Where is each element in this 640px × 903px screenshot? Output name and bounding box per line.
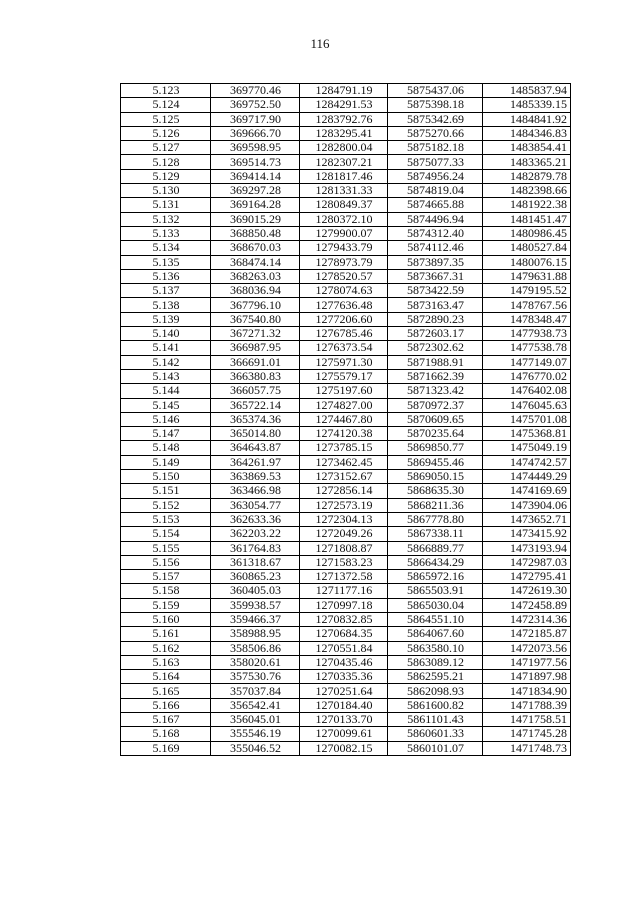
value-3-cell: 5866434.29 [388,555,483,569]
table-row [121,226,571,240]
value-1-cell: 367540.80 [211,312,300,326]
value-3-cell: 5866889.77 [388,541,483,555]
value-1-cell: 363054.77 [211,498,300,512]
value-3-cell: 5867338.11 [388,527,483,541]
value-2-cell: 1278520.57 [300,269,388,283]
value-4-cell: 1472795.41 [483,570,571,584]
point-id-cell: 5.136 [121,269,211,283]
value-4-cell: 1485837.94 [483,84,571,98]
point-id-cell: 5.144 [121,384,211,398]
point-id-cell: 5.153 [121,512,211,526]
value-3-cell: 5869455.46 [388,455,483,469]
value-2-cell: 1281817.46 [300,169,388,183]
value-2-cell: 1279433.79 [300,241,388,255]
point-id-cell: 5.127 [121,141,211,155]
value-1-cell: 356542.41 [211,698,300,712]
value-3-cell: 5865503.91 [388,584,483,598]
value-4-cell: 1485339.15 [483,98,571,112]
point-id-cell: 5.135 [121,255,211,269]
table-row [121,570,571,584]
value-4-cell: 1482398.66 [483,184,571,198]
value-2-cell: 1281331.33 [300,184,388,198]
value-4-cell: 1476045.63 [483,398,571,412]
coordinates-table [120,83,571,756]
value-3-cell: 5868635.30 [388,484,483,498]
value-2-cell: 1284791.19 [300,84,388,98]
point-id-cell: 5.166 [121,698,211,712]
value-4-cell: 1483854.41 [483,141,571,155]
value-4-cell: 1478767.56 [483,298,571,312]
value-1-cell: 369598.95 [211,141,300,155]
table-row [121,369,571,383]
value-3-cell: 5871662.39 [388,369,483,383]
value-2-cell: 1271177.16 [300,584,388,598]
value-3-cell: 5864551.10 [388,612,483,626]
value-3-cell: 5865972.16 [388,570,483,584]
value-3-cell: 5873163.47 [388,298,483,312]
value-2-cell: 1277206.60 [300,312,388,326]
value-1-cell: 358988.95 [211,627,300,641]
value-4-cell: 1475368.81 [483,427,571,441]
point-id-cell: 5.152 [121,498,211,512]
value-1-cell: 355046.52 [211,741,300,755]
point-id-cell: 5.149 [121,455,211,469]
value-2-cell: 1273462.45 [300,455,388,469]
value-4-cell: 1475701.08 [483,412,571,426]
value-4-cell: 1472619.30 [483,584,571,598]
value-3-cell: 5868211.36 [388,498,483,512]
value-2-cell: 1278074.63 [300,284,388,298]
value-2-cell: 1274467.80 [300,412,388,426]
point-id-cell: 5.131 [121,198,211,212]
point-id-cell: 5.161 [121,627,211,641]
value-4-cell: 1475049.19 [483,441,571,455]
value-1-cell: 363466.98 [211,484,300,498]
value-3-cell: 5873667.31 [388,269,483,283]
value-3-cell: 5860601.33 [388,727,483,741]
value-1-cell: 361318.67 [211,555,300,569]
value-2-cell: 1275197.60 [300,384,388,398]
value-2-cell: 1270251.64 [300,684,388,698]
value-1-cell: 365722.14 [211,398,300,412]
value-3-cell: 5870609.65 [388,412,483,426]
value-1-cell: 366987.95 [211,341,300,355]
value-2-cell: 1278973.79 [300,255,388,269]
value-4-cell: 1476402.08 [483,384,571,398]
point-id-cell: 5.162 [121,641,211,655]
value-4-cell: 1478348.47 [483,312,571,326]
table-row [121,112,571,126]
value-1-cell: 366057.75 [211,384,300,398]
point-id-cell: 5.151 [121,484,211,498]
value-4-cell: 1471977.56 [483,655,571,669]
value-1-cell: 358506.86 [211,641,300,655]
table-row [121,141,571,155]
value-1-cell: 359938.57 [211,598,300,612]
value-1-cell: 356045.01 [211,713,300,727]
value-4-cell: 1483365.21 [483,155,571,169]
point-id-cell: 5.163 [121,655,211,669]
value-4-cell: 1472073.56 [483,641,571,655]
table-row [121,598,571,612]
value-1-cell: 369164.28 [211,198,300,212]
value-1-cell: 367796.10 [211,298,300,312]
point-id-cell: 5.129 [121,169,211,183]
point-id-cell: 5.130 [121,184,211,198]
table-row [121,412,571,426]
value-4-cell: 1473904.06 [483,498,571,512]
value-2-cell: 1277636.48 [300,298,388,312]
point-id-cell: 5.158 [121,584,211,598]
table-row [121,155,571,169]
value-2-cell: 1270551.84 [300,641,388,655]
value-1-cell: 366380.83 [211,369,300,383]
value-2-cell: 1270684.35 [300,627,388,641]
table-row [121,541,571,555]
value-1-cell: 369717.90 [211,112,300,126]
value-4-cell: 1471758.51 [483,713,571,727]
value-4-cell: 1480076.15 [483,255,571,269]
value-1-cell: 367271.32 [211,327,300,341]
point-id-cell: 5.147 [121,427,211,441]
point-id-cell: 5.159 [121,598,211,612]
point-id-cell: 5.128 [121,155,211,169]
value-3-cell: 5869850.77 [388,441,483,455]
value-2-cell: 1272049.26 [300,527,388,541]
value-1-cell: 359466.37 [211,612,300,626]
table-row [121,627,571,641]
value-1-cell: 368850.48 [211,226,300,240]
value-2-cell: 1270997.18 [300,598,388,612]
value-2-cell: 1271372.58 [300,570,388,584]
value-2-cell: 1271808.87 [300,541,388,555]
value-2-cell: 1273785.15 [300,441,388,455]
table-row [121,612,571,626]
table-row [121,269,571,283]
value-1-cell: 364643.87 [211,441,300,455]
table-row [121,126,571,140]
value-1-cell: 357037.84 [211,684,300,698]
table-row [121,398,571,412]
value-1-cell: 362633.36 [211,512,300,526]
value-3-cell: 5860101.07 [388,741,483,755]
value-2-cell: 1274120.38 [300,427,388,441]
table-row [121,470,571,484]
point-id-cell: 5.124 [121,98,211,112]
value-1-cell: 369015.29 [211,212,300,226]
table-row [121,713,571,727]
value-1-cell: 366691.01 [211,355,300,369]
point-id-cell: 5.160 [121,612,211,626]
value-2-cell: 1276785.46 [300,327,388,341]
value-1-cell: 369414.14 [211,169,300,183]
value-1-cell: 369297.28 [211,184,300,198]
value-2-cell: 1275579.17 [300,369,388,383]
table-row [121,441,571,455]
point-id-cell: 5.146 [121,412,211,426]
value-3-cell: 5869050.15 [388,470,483,484]
value-1-cell: 362203.22 [211,527,300,541]
table-row [121,312,571,326]
value-4-cell: 1477538.78 [483,341,571,355]
point-id-cell: 5.168 [121,727,211,741]
table-row [121,198,571,212]
value-3-cell: 5861600.82 [388,698,483,712]
value-4-cell: 1473193.94 [483,541,571,555]
value-4-cell: 1472458.89 [483,598,571,612]
table-row [121,84,571,98]
value-1-cell: 368263.03 [211,269,300,283]
table-row [121,455,571,469]
value-2-cell: 1276373.54 [300,341,388,355]
table-row [121,655,571,669]
table-row [121,184,571,198]
table-row [121,498,571,512]
table-row [121,169,571,183]
value-3-cell: 5875182.18 [388,141,483,155]
point-id-cell: 5.164 [121,670,211,684]
value-3-cell: 5874312.40 [388,226,483,240]
value-4-cell: 1481451.47 [483,212,571,226]
value-4-cell: 1474742.57 [483,455,571,469]
value-1-cell: 369514.73 [211,155,300,169]
value-3-cell: 5872302.62 [388,341,483,355]
table-row [121,427,571,441]
value-1-cell: 360405.03 [211,584,300,598]
value-4-cell: 1479195.52 [483,284,571,298]
point-id-cell: 5.165 [121,684,211,698]
table-row [121,512,571,526]
value-3-cell: 5871988.91 [388,355,483,369]
table-row [121,255,571,269]
value-1-cell: 363869.53 [211,470,300,484]
point-id-cell: 5.155 [121,541,211,555]
point-id-cell: 5.150 [121,470,211,484]
value-4-cell: 1477938.73 [483,327,571,341]
value-2-cell: 1272304.13 [300,512,388,526]
point-id-cell: 5.154 [121,527,211,541]
value-2-cell: 1282307.21 [300,155,388,169]
value-3-cell: 5871323.42 [388,384,483,398]
point-id-cell: 5.169 [121,741,211,755]
value-2-cell: 1270184.40 [300,698,388,712]
value-3-cell: 5875342.69 [388,112,483,126]
value-4-cell: 1480527.84 [483,241,571,255]
value-2-cell: 1283792.76 [300,112,388,126]
value-2-cell: 1279900.07 [300,226,388,240]
table-row [121,555,571,569]
value-4-cell: 1480986.45 [483,226,571,240]
table-body [121,84,571,756]
value-3-cell: 5874496.94 [388,212,483,226]
value-3-cell: 5873897.35 [388,255,483,269]
value-3-cell: 5865030.04 [388,598,483,612]
point-id-cell: 5.157 [121,570,211,584]
value-3-cell: 5874819.04 [388,184,483,198]
value-4-cell: 1484841.92 [483,112,571,126]
point-id-cell: 5.156 [121,555,211,569]
value-2-cell: 1272856.14 [300,484,388,498]
value-4-cell: 1471745.28 [483,727,571,741]
value-2-cell: 1270133.70 [300,713,388,727]
table-row [121,698,571,712]
value-4-cell: 1477149.07 [483,355,571,369]
point-id-cell: 5.140 [121,327,211,341]
value-2-cell: 1270435.46 [300,655,388,669]
value-3-cell: 5863089.12 [388,655,483,669]
value-2-cell: 1270832.85 [300,612,388,626]
value-4-cell: 1472987.03 [483,555,571,569]
value-3-cell: 5874665.88 [388,198,483,212]
value-3-cell: 5875077.33 [388,155,483,169]
table-row [121,384,571,398]
value-4-cell: 1471897.98 [483,670,571,684]
value-3-cell: 5873422.59 [388,284,483,298]
table-row [121,212,571,226]
table-row [121,527,571,541]
value-4-cell: 1471748.73 [483,741,571,755]
value-2-cell: 1274827.00 [300,398,388,412]
table-row [121,298,571,312]
value-4-cell: 1473652.71 [483,512,571,526]
value-3-cell: 5875398.18 [388,98,483,112]
table-row [121,355,571,369]
table-row [121,484,571,498]
point-id-cell: 5.141 [121,341,211,355]
point-id-cell: 5.123 [121,84,211,98]
value-4-cell: 1476770.02 [483,369,571,383]
point-id-cell: 5.143 [121,369,211,383]
value-1-cell: 365014.80 [211,427,300,441]
point-id-cell: 5.132 [121,212,211,226]
table-row [121,241,571,255]
value-1-cell: 369752.50 [211,98,300,112]
value-1-cell: 368036.94 [211,284,300,298]
value-1-cell: 369666.70 [211,126,300,140]
value-2-cell: 1284291.53 [300,98,388,112]
table-row [121,741,571,755]
value-3-cell: 5862595.21 [388,670,483,684]
value-1-cell: 361764.83 [211,541,300,555]
point-id-cell: 5.148 [121,441,211,455]
point-id-cell: 5.137 [121,284,211,298]
value-4-cell: 1473415.92 [483,527,571,541]
value-3-cell: 5872603.17 [388,327,483,341]
value-2-cell: 1282800.04 [300,141,388,155]
value-3-cell: 5861101.43 [388,713,483,727]
value-4-cell: 1482879.78 [483,169,571,183]
value-1-cell: 365374.36 [211,412,300,426]
table-row [121,341,571,355]
value-3-cell: 5862098.93 [388,684,483,698]
point-id-cell: 5.133 [121,226,211,240]
value-3-cell: 5875437.06 [388,84,483,98]
value-3-cell: 5870972.37 [388,398,483,412]
value-4-cell: 1481922.38 [483,198,571,212]
point-id-cell: 5.139 [121,312,211,326]
value-1-cell: 355546.19 [211,727,300,741]
point-id-cell: 5.125 [121,112,211,126]
table-row [121,670,571,684]
value-2-cell: 1270335.36 [300,670,388,684]
value-2-cell: 1280849.37 [300,198,388,212]
value-1-cell: 358020.61 [211,655,300,669]
value-3-cell: 5874956.24 [388,169,483,183]
value-4-cell: 1484346.83 [483,126,571,140]
value-4-cell: 1474169.69 [483,484,571,498]
point-id-cell: 5.145 [121,398,211,412]
value-3-cell: 5874112.46 [388,241,483,255]
value-1-cell: 368670.03 [211,241,300,255]
point-id-cell: 5.126 [121,126,211,140]
value-2-cell: 1270099.61 [300,727,388,741]
value-4-cell: 1472185.87 [483,627,571,641]
value-3-cell: 5875270.66 [388,126,483,140]
value-4-cell: 1471834.90 [483,684,571,698]
value-4-cell: 1472314.36 [483,612,571,626]
value-1-cell: 357530.76 [211,670,300,684]
table-row [121,327,571,341]
value-2-cell: 1270082.15 [300,741,388,755]
value-3-cell: 5867778.80 [388,512,483,526]
value-2-cell: 1272573.19 [300,498,388,512]
value-2-cell: 1283295.41 [300,126,388,140]
value-1-cell: 369770.46 [211,84,300,98]
value-3-cell: 5870235.64 [388,427,483,441]
value-4-cell: 1479631.88 [483,269,571,283]
point-id-cell: 5.134 [121,241,211,255]
point-id-cell: 5.167 [121,713,211,727]
value-2-cell: 1273152.67 [300,470,388,484]
point-id-cell: 5.142 [121,355,211,369]
value-3-cell: 5863580.10 [388,641,483,655]
table-row [121,284,571,298]
value-2-cell: 1271583.23 [300,555,388,569]
table-row [121,727,571,741]
value-2-cell: 1275971.30 [300,355,388,369]
page-number: 116 [310,36,330,51]
value-4-cell: 1474449.29 [483,470,571,484]
value-1-cell: 360865.23 [211,570,300,584]
value-3-cell: 5864067.60 [388,627,483,641]
table-row [121,641,571,655]
table-row [121,584,571,598]
table-row [121,98,571,112]
point-id-cell: 5.138 [121,298,211,312]
value-1-cell: 364261.97 [211,455,300,469]
value-4-cell: 1471788.39 [483,698,571,712]
table-row [121,684,571,698]
value-2-cell: 1280372.10 [300,212,388,226]
value-3-cell: 5872890.23 [388,312,483,326]
value-1-cell: 368474.14 [211,255,300,269]
